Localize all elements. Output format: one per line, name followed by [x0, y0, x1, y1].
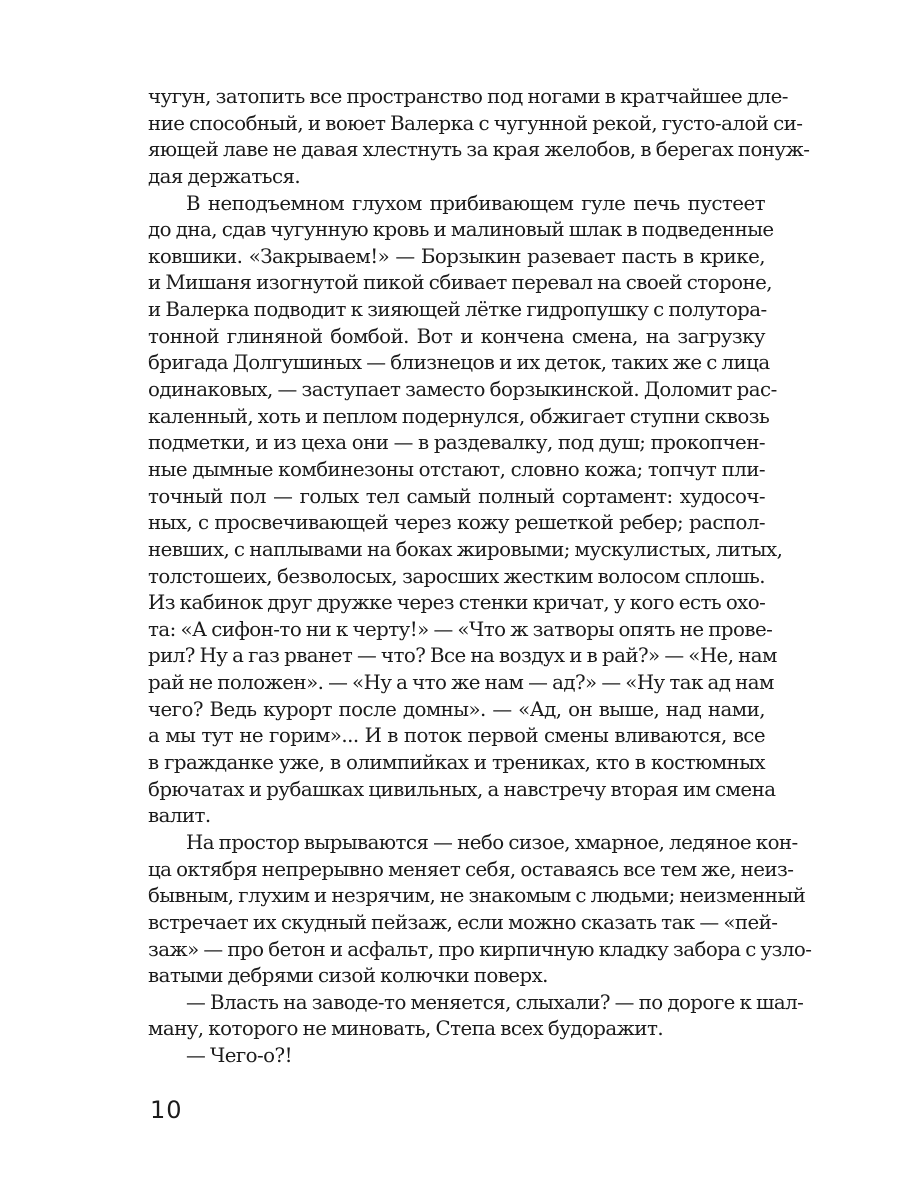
- text-line: чего? Ведь курорт после домны». — «Ад, он выше, над нами,: [148, 697, 765, 721]
- text-line: а мы тут не горим»... И в поток первой смены вливаются, все: [148, 724, 765, 748]
- text-line: ние способный, и воюет Валерка с чугунной рекой, густо-алой си-: [148, 111, 803, 135]
- text-line: валит.: [148, 804, 211, 828]
- text-line: заж» — про бетон и асфальт, про кирпичную кладку забора с узло-: [148, 937, 812, 961]
- text-line: тонной глиняной бомбой. Вот и кончена смена, на загрузку: [148, 324, 765, 348]
- text-line: дая держаться.: [148, 164, 301, 188]
- text-line: встречает их скудный пейзаж, если можно сказать так — «пей-: [148, 910, 778, 934]
- text-line: рай не положен». — «Ну а что же нам — ад?» — «Ну так ад нам: [148, 671, 774, 695]
- text-line: Из кабинок друг дружке через стенки кричат, у кого есть охо-: [148, 591, 766, 615]
- text-line: На простор вырываются — небо сизое, хмарное, ледяное кон-: [186, 830, 798, 854]
- text-line: ных, с просвечивающей через кожу решеткой ребер; распол-: [148, 511, 765, 535]
- text-line: ца октября непрерывно меняет себя, оставаясь все тем же, неиз-: [148, 857, 794, 881]
- text-line: та: «А сифон-то ни к черту!» — «Что ж затворы опять не прове-: [148, 617, 773, 641]
- text-line: брючатах и рубашках цивильных, а навстречу вторая им смена: [148, 777, 776, 801]
- text-line: яющей лаве не давая хлестнуть за края желобов, в берегах понуж-: [148, 138, 810, 162]
- page-number: 10: [150, 1096, 183, 1124]
- text-line: в гражданке уже, в олимпийках и трениках, кто в костюмных: [148, 751, 765, 775]
- text-line: и Мишаня изогнутой пикой сбивает перевал на своей стороне,: [148, 271, 772, 295]
- text-line: бывным, глухим и незрячим, не знакомым с людьми; неизменный: [148, 884, 806, 908]
- text-line: толстошеих, безволосых, заросших жестким волосом сплошь.: [148, 564, 765, 588]
- text-line: подметки, и из цеха они — в раздевалку, под душ; прокопчен-: [148, 431, 765, 455]
- text-line: бригада Долгушиных — близнецов и их деток, таких же с лица: [148, 351, 770, 375]
- text-line: — Власть на заводе-то меняется, слыхали? — по дороге к шал-: [186, 990, 804, 1014]
- text-line: ману, которого не миновать, Степа всех будоражит.: [148, 1017, 664, 1041]
- text-line: В неподъемном глухом прибивающем гуле печь пустеет: [186, 191, 765, 215]
- text-line: каленный, хоть и пеплом подернулся, обжигает ступни сквозь: [148, 404, 770, 428]
- text-line: рил? Ну а газ рванет — что? Все на воздух и в рай?» — «Не, нам: [148, 644, 777, 668]
- text-line: ные дымные комбинезоны отстают, словно кожа; топчут пли-: [148, 457, 765, 481]
- text-line: невших, с наплывами на боках жировыми; мускулистых, литых,: [148, 537, 783, 561]
- text-line: ковшики. «Закрываем!» — Борзыкин разевает пасть в крике,: [148, 244, 765, 268]
- body-text: [148, 84, 812, 1070]
- text-line: до дна, сдав чугунную кровь и малиновый шлак в подведенные: [148, 218, 774, 242]
- text-line: — Чего-о?!: [186, 1044, 292, 1068]
- text-line: точный пол — голых тел самый полный сортамент: худосоч-: [148, 484, 765, 508]
- text-line: и Валерка подводит к зияющей лётке гидропушку с полутора-: [148, 298, 767, 322]
- text-line: одинаковых, — заступает заместо борзыкинской. Доломит рас-: [148, 378, 777, 402]
- text-line: чугун, затопить все пространство под ногами в кратчайшее дле-: [148, 85, 788, 108]
- text-line: ватыми дебрями сизой колючки поверх.: [148, 964, 548, 988]
